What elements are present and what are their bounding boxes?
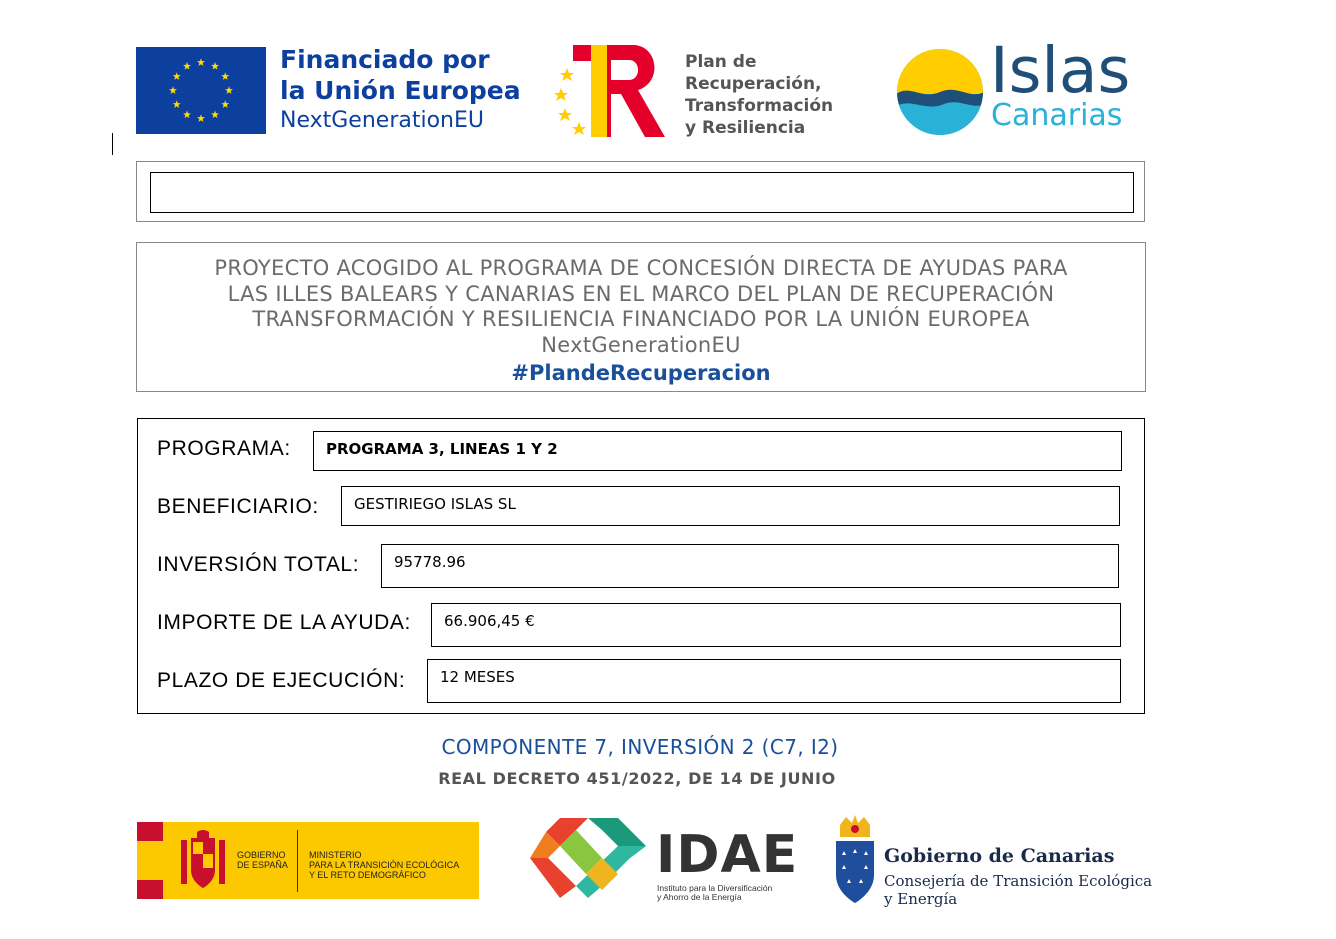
eu-stars-icon xyxy=(136,47,266,134)
text-cursor xyxy=(112,133,113,155)
logo-divider xyxy=(297,830,298,892)
plazo-label: PLAZO DE EJECUCIÓN: xyxy=(157,669,406,692)
islas-word: Islas xyxy=(990,34,1131,107)
plan-line4: y Resiliencia xyxy=(685,118,806,138)
consejeria-line1: Consejería de Transición Ecológica xyxy=(884,872,1153,890)
hashtag: #PlandeRecuperacion xyxy=(511,361,771,385)
description-line-2: LAS ILLES BALEARS Y CANARIAS EN EL MARCO DEL PLAN DE RECUPERACIÓN xyxy=(227,281,1055,306)
tr-monogram-icon xyxy=(553,42,673,140)
eu-line2: la Unión Europea xyxy=(280,76,521,105)
eu-star-icon xyxy=(183,62,191,70)
gobierno-espana-text xyxy=(237,850,288,870)
plan-line3: Transformación xyxy=(685,96,834,116)
programa-label: PROGRAMA: xyxy=(157,437,291,460)
islas-canarias-logo xyxy=(896,48,984,136)
eu-star-icon xyxy=(169,86,177,94)
eu-flag-logo xyxy=(136,47,266,134)
ministerio-line2: PARA LA TRANSICIÓN ECOLÓGICA xyxy=(309,860,460,870)
gobierno-canarias-title: Gobierno de Canarias xyxy=(884,845,1115,867)
eu-star-icon xyxy=(211,62,219,70)
gobierno-espana-logo xyxy=(137,822,479,899)
canarias-coat-of-arms-icon xyxy=(832,815,878,907)
description-line-4: NextGenerationEU xyxy=(541,332,741,357)
idae-sub-line1: Instituto para la Diversificación xyxy=(657,883,773,893)
gobierno-line1: GOBIERNO xyxy=(237,850,286,860)
spain-coat-of-arms-icon xyxy=(175,830,231,892)
eu-star-icon xyxy=(197,58,205,66)
gobierno-line2: DE ESPAÑA xyxy=(237,860,288,870)
eu-star-icon xyxy=(183,111,191,119)
description-line-3: TRANSFORMACIÓN Y RESILIENCIA FINANCIADO POR LA UNIÓN EUROPEA xyxy=(252,307,1030,331)
plan-recuperacion-text xyxy=(685,51,855,139)
project-description-box xyxy=(136,242,1146,392)
real-decreto-text: REAL DECRETO 451/2022, DE 14 DE JUNIO xyxy=(438,769,836,788)
gobierno-canarias-logo xyxy=(832,815,878,907)
eu-star-icon xyxy=(197,114,205,122)
eu-star-icon xyxy=(221,100,229,108)
idae-logo xyxy=(530,818,648,898)
plazo-field[interactable]: 12 MESES xyxy=(427,659,1121,703)
plan-line1: Plan de xyxy=(685,52,757,72)
idae-sub-line2: y Ahorro de la Energía xyxy=(657,892,742,902)
eu-star-icon xyxy=(225,86,233,94)
islas-circle-icon xyxy=(896,48,984,136)
beneficiario-field[interactable]: GESTIRIEGO ISLAS SL xyxy=(341,486,1120,526)
eu-line3: NextGenerationEU xyxy=(280,108,484,133)
inversion-label: INVERSIÓN TOTAL: xyxy=(157,553,360,576)
programa-field[interactable]: PROGRAMA 3, LINEAS 1 Y 2 xyxy=(313,431,1122,471)
idae-subtitle xyxy=(657,884,772,902)
eu-line1: Financiado por xyxy=(280,45,490,74)
canarias-word: Canarias xyxy=(991,98,1123,133)
eu-star-icon xyxy=(211,111,219,119)
idae-knot-icon xyxy=(530,818,648,898)
importe-field[interactable]: 66.906,45 € xyxy=(431,603,1121,647)
ministerio-line3: Y EL RETO DEMOGRÁFICO xyxy=(309,870,426,880)
importe-label: IMPORTE DE LA AYUDA: xyxy=(157,611,411,634)
ministerio-text xyxy=(309,850,459,880)
plan-line2: Recuperación, xyxy=(685,74,822,94)
eu-star-icon xyxy=(221,72,229,80)
ministerio-line1: MINISTERIO xyxy=(309,850,362,860)
eu-star-icon xyxy=(173,100,181,108)
description-line-1: PROYECTO ACOGIDO AL PROGRAMA DE CONCESIÓN DIRECTA DE AYUDAS PARA xyxy=(214,256,1068,280)
consejeria-line2: y Energía xyxy=(884,890,958,908)
beneficiario-label: BENEFICIARIO: xyxy=(157,495,319,518)
title-field[interactable] xyxy=(150,172,1134,213)
plan-recuperacion-logo xyxy=(553,42,673,140)
idae-word: IDAE xyxy=(656,825,799,885)
inversion-field[interactable]: 95778.96 xyxy=(381,544,1119,588)
spain-flag-stripe xyxy=(137,841,163,880)
eu-funding-text xyxy=(280,44,540,136)
eu-star-icon xyxy=(173,72,181,80)
componente-text: COMPONENTE 7, INVERSIÓN 2 (C7, I2) xyxy=(441,735,839,759)
